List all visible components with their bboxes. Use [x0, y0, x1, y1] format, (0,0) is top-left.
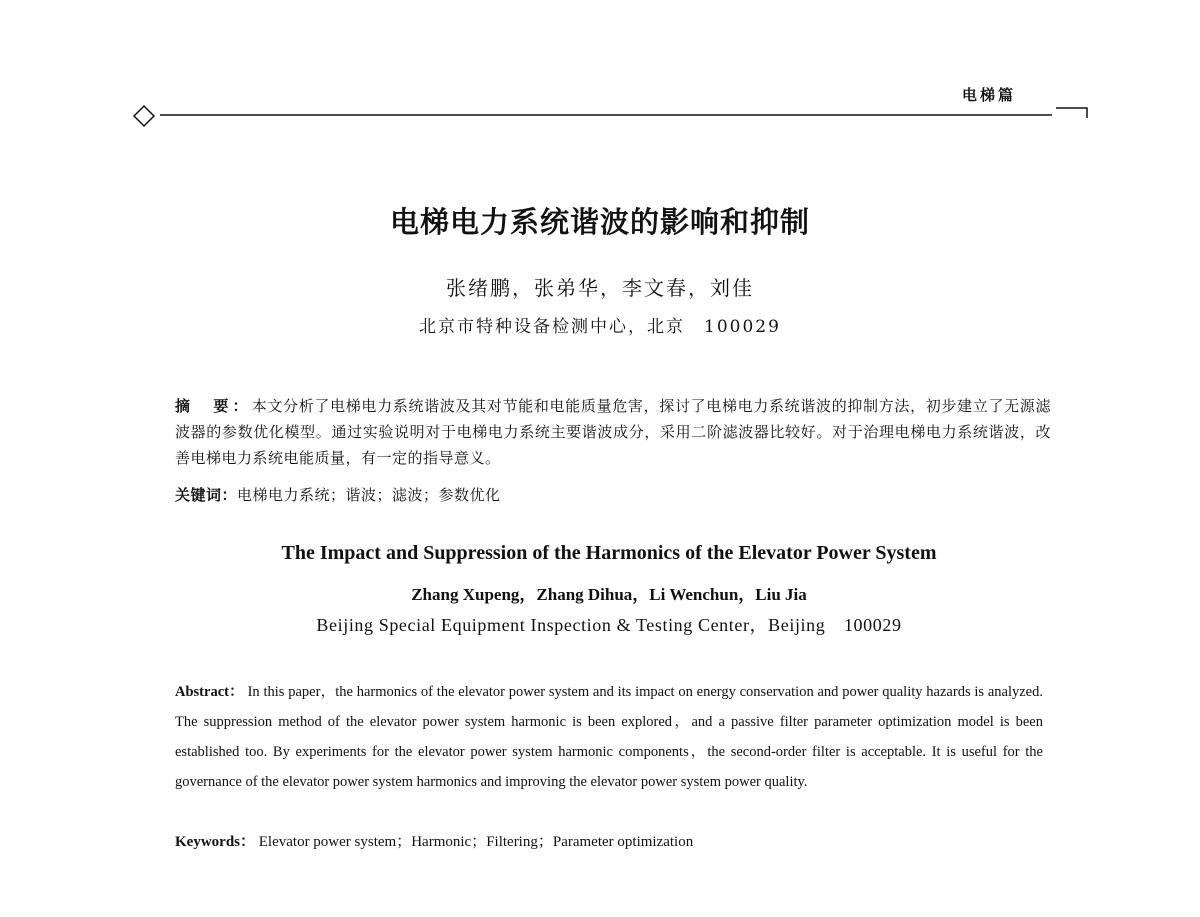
affiliation-en: Beijing Special Equipment Inspection & Testing Center，Beijing 100029 — [316, 615, 902, 635]
keywords-cn-text: 电梯电力系统；谐波；滤波；参数优化 — [237, 486, 501, 504]
abstract-cn — [175, 393, 1051, 471]
title-en: The Impact and Suppression of the Harmonics of the Elevator Power System — [281, 542, 937, 564]
header-rule-end-mark — [1056, 108, 1087, 118]
affiliation-cn: 北京市特种设备检测中心，北京 100029 — [419, 317, 781, 337]
authors-en: Zhang Xupeng，Zhang Dihua，Li Wenchun，Liu Jia — [411, 585, 807, 604]
abstract-en-label: Abstract： — [175, 684, 244, 700]
header-rule — [130, 102, 1090, 132]
abstract-cn-label: 摘 要： — [175, 397, 252, 415]
keywords-en-text: Elevator power system；Harmonic；Filtering；Parameter optimization — [258, 834, 694, 850]
keywords-en — [175, 830, 693, 851]
abstract-cn-text: 本文分析了电梯电力系统谐波及其对节能和电能质量危害，探讨了电梯电力系统谐波的抑制方法，初步建立了无源滤波器的参数优化模型。通过实验说明对于电梯电力系统主要谐波成分，采用二阶滤波器比较好。对于治理电梯电力系统谐波，改善电梯电力系统电能质量，有一定的指导意义。 — [175, 397, 1051, 467]
keywords-en-label: Keywords： — [175, 834, 255, 850]
section-label: 电梯篇 — [962, 86, 1017, 104]
keywords-cn — [175, 484, 501, 505]
abstract-en-text: In this paper，the harmonics of the elevator power system and its impact on energy conservation and power quality hazards is analyzed. The suppression method of the elevator power system harmonic is been explored，and a passive filter parameter optimization model is been established too. By experiments for the elevator power system harmonic components，the second-order filter is acceptable. It is useful for the governance of the elevator power system harmonics and improving the elevator power system power quality. — [175, 684, 1043, 790]
authors-cn: 张绪鹏，张弟华，李文春，刘佳 — [446, 276, 754, 300]
diamond-icon — [134, 106, 154, 126]
abstract-en — [175, 677, 1043, 797]
keywords-cn-label: 关键词： — [175, 486, 238, 504]
title-cn: 电梯电力系统谐波的影响和抑制 — [389, 205, 810, 239]
